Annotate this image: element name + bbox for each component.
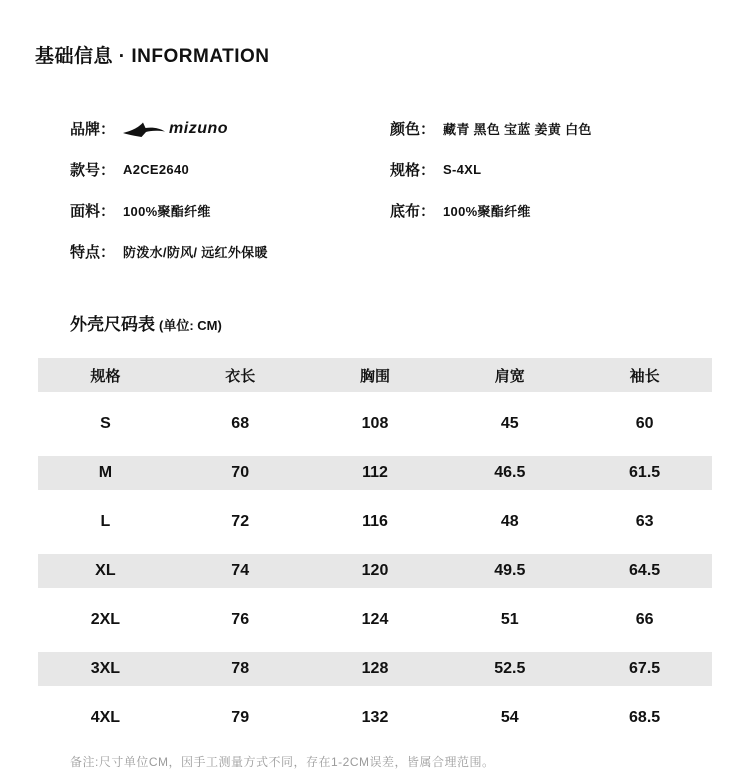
length-cell: 70 xyxy=(231,464,250,481)
mizuno-logo xyxy=(123,120,228,138)
length-cell: 72 xyxy=(231,513,250,530)
chest-cell: 124 xyxy=(361,611,389,628)
chest-cell: 116 xyxy=(362,513,388,530)
length-cell: 68 xyxy=(231,415,250,432)
info-row-fabric xyxy=(70,190,390,231)
sleeve-cell: 67.5 xyxy=(629,660,661,677)
chest-cell: 112 xyxy=(362,464,388,481)
sleeve-cell: 68.5 xyxy=(629,709,661,726)
shoulder-cell: 46.5 xyxy=(494,464,526,481)
base-fabric-value: 100%聚酯纤维 xyxy=(443,204,531,219)
size-table-row-m xyxy=(38,456,712,490)
size-cell: XL xyxy=(95,562,116,579)
footer-note: 备注:尺寸单位CM，因手工测量方式不同，存在1-2CM误差，皆属合理范围。 xyxy=(70,755,495,769)
brand-wordmark: mizuno xyxy=(169,119,229,137)
size-cell: S xyxy=(100,415,111,432)
length-cell: 74 xyxy=(231,562,250,579)
style-number-value: A2CE2640 xyxy=(123,162,190,177)
size-cell: 3XL xyxy=(90,660,121,677)
sleeve-cell: 64.5 xyxy=(629,562,661,579)
length-cell: 76 xyxy=(231,611,250,628)
chest-cell: 108 xyxy=(361,415,389,432)
sleeve-cell: 66 xyxy=(635,611,654,628)
size-cell: M xyxy=(98,464,113,481)
sleeve-cell: 60 xyxy=(635,415,654,432)
basic-info-section xyxy=(70,108,710,272)
sleeve-cell: 61.5 xyxy=(629,464,661,481)
base-fabric-label: 底布： xyxy=(390,203,436,220)
page-title: 基础信息 · INFORMATION xyxy=(35,46,270,67)
info-row-color xyxy=(390,108,710,149)
brand-label: 品牌： xyxy=(70,121,116,138)
chest-cell: 128 xyxy=(361,660,389,677)
size-table-row-xl xyxy=(38,554,712,588)
info-row-style-number xyxy=(70,149,390,190)
color-label: 颜色： xyxy=(390,121,436,138)
shoulder-cell: 52.5 xyxy=(494,660,526,677)
size-table-row-3xl xyxy=(38,652,712,686)
column-header-size: 规格 xyxy=(90,367,121,385)
fabric-label: 面料： xyxy=(70,203,116,220)
column-header-sleeve: 袖长 xyxy=(629,367,660,385)
mizuno-runbird-icon xyxy=(123,120,165,138)
column-header-length: 衣长 xyxy=(225,367,256,385)
size-table xyxy=(38,358,712,750)
features-label: 特点： xyxy=(70,244,116,261)
fabric-value: 100%聚酯纤维 xyxy=(123,204,211,219)
shoulder-cell: 49.5 xyxy=(494,562,526,579)
size-table-row-4xl xyxy=(38,701,712,735)
info-row-empty xyxy=(390,231,710,272)
size-table-row-2xl xyxy=(38,603,712,637)
length-cell: 78 xyxy=(231,660,250,677)
size-table-row-l xyxy=(38,505,712,539)
size-cell: 2XL xyxy=(90,611,121,628)
shoulder-cell: 45 xyxy=(500,415,519,432)
size-table-header-row xyxy=(38,358,712,392)
size-table-row-s xyxy=(38,407,712,441)
shoulder-cell: 54 xyxy=(500,709,519,726)
size-table-title xyxy=(70,310,222,335)
column-header-chest: 胸围 xyxy=(359,367,390,385)
chest-cell: 132 xyxy=(361,709,389,726)
shoulder-cell: 48 xyxy=(500,513,519,530)
size-table-title-text: 外壳尺码表 xyxy=(70,315,155,334)
info-row-sizes xyxy=(390,149,710,190)
style-number-label: 款号： xyxy=(70,162,116,179)
size-cell: L xyxy=(100,513,111,530)
column-header-shoulder: 肩宽 xyxy=(494,367,525,385)
size-table-unit-note: (单位: CM) xyxy=(159,318,222,333)
info-row-features xyxy=(70,231,390,272)
info-row-base-fabric xyxy=(390,190,710,231)
info-row-brand xyxy=(70,108,390,149)
shoulder-cell: 51 xyxy=(500,611,519,628)
sizes-value: S-4XL xyxy=(443,162,482,177)
length-cell: 79 xyxy=(231,709,250,726)
chest-cell: 120 xyxy=(361,562,389,579)
sizes-label: 规格： xyxy=(390,162,436,179)
features-value: 防泼水/防风/ 远红外保暖 xyxy=(123,245,268,260)
color-value: 藏青 黑色 宝蓝 姜黄 白色 xyxy=(443,122,592,137)
sleeve-cell: 63 xyxy=(635,513,654,530)
size-cell: 4XL xyxy=(90,709,121,726)
